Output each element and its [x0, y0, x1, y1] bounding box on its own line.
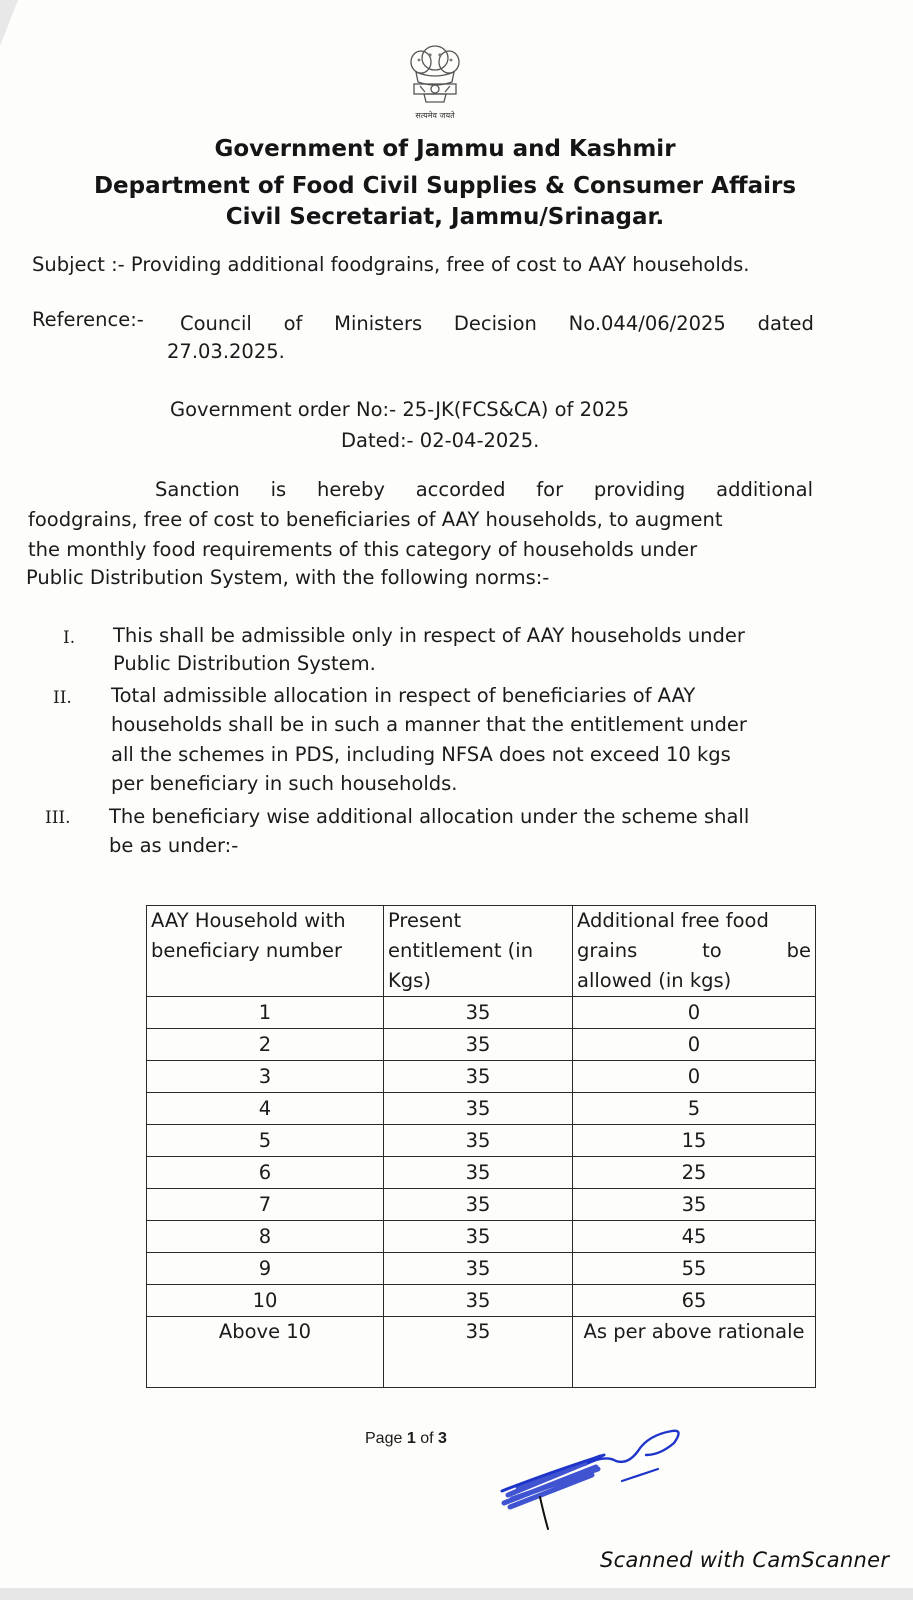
header-additional-line — [577, 936, 811, 966]
cell-additional: 65 — [573, 1285, 816, 1317]
norm-2-line-1: Total admissible allocation in respect of beneficiaries of AAY — [111, 684, 696, 707]
reference-line — [180, 312, 814, 335]
cell-additional: 25 — [573, 1157, 816, 1189]
norm-1-line-1: This shall be admissible only in respect of AAY households under — [113, 624, 745, 647]
page-current: 1 — [406, 1430, 416, 1447]
body-line-1 — [155, 478, 813, 501]
signature-image — [488, 1425, 698, 1540]
cell-present: 35 — [384, 1061, 573, 1093]
order-number: Government order No:- 25-JK(FCS&CA) of 2025 — [170, 398, 630, 421]
table-row — [147, 1093, 816, 1125]
cell-household: Above 10 — [147, 1317, 384, 1388]
cell-present: 35 — [384, 997, 573, 1029]
table-header-row — [147, 906, 816, 997]
table-row — [147, 1285, 816, 1317]
header-additional-word: to — [702, 939, 722, 962]
body-word: additional — [716, 478, 813, 501]
norm-2-line-4: per beneficiary in such households. — [111, 772, 458, 795]
reference-date: 27.03.2025. — [167, 340, 285, 363]
header-additional-line: allowed (in kgs) — [577, 969, 732, 992]
header-present — [384, 906, 573, 997]
header-additional-word: grains — [577, 939, 638, 962]
header-present-line: entitlement (in — [388, 939, 534, 962]
cell-household: 2 — [147, 1029, 384, 1061]
cell-present: 35 — [384, 1029, 573, 1061]
header-household — [147, 906, 384, 997]
cell-present: 35 — [384, 1221, 573, 1253]
header-household-line: beneficiary number — [151, 939, 342, 962]
header-additional-word: be — [786, 939, 811, 962]
norm-numeral-2: II. — [53, 688, 72, 708]
bottom-edge — [0, 1588, 913, 1600]
cell-additional: 0 — [573, 997, 816, 1029]
emblem-motto: सत्यमेव जयते — [415, 111, 455, 120]
body-line-4: Public Distribution System, with the following norms:- — [26, 566, 550, 589]
reference-word: Ministers — [334, 312, 423, 335]
reference-word: Council — [180, 312, 252, 335]
body-word: accorded — [415, 478, 506, 501]
reference-word: of — [283, 312, 303, 335]
body-word: hereby — [317, 478, 385, 501]
header-department: Department of Food Civil Supplies & Consumer Affairs — [93, 173, 797, 199]
table-row — [147, 1029, 816, 1061]
cell-present: 35 — [384, 1125, 573, 1157]
cell-additional: 45 — [573, 1221, 816, 1253]
table-row — [147, 1157, 816, 1189]
cell-additional: As per above rationale — [573, 1317, 816, 1388]
cell-additional: 5 — [573, 1093, 816, 1125]
cell-present: 35 — [384, 1093, 573, 1125]
order-date: Dated:- 02-04-2025. — [341, 429, 540, 452]
cell-additional: 15 — [573, 1125, 816, 1157]
cell-present: 35 — [384, 1253, 573, 1285]
cell-household: 1 — [147, 997, 384, 1029]
page-total: 3 — [437, 1430, 447, 1447]
cell-household: 10 — [147, 1285, 384, 1317]
body-word: for — [536, 478, 564, 501]
table-row — [147, 1221, 816, 1253]
cell-present: 35 — [384, 1317, 573, 1388]
page-label: Page — [365, 1430, 403, 1447]
body-word: is — [270, 478, 287, 501]
reference-word: No.044/06/2025 — [568, 312, 726, 335]
norm-3-line-1: The beneficiary wise additional allocation under the scheme shall — [109, 805, 750, 828]
table-row — [147, 1189, 816, 1221]
national-emblem — [394, 36, 476, 124]
reference-word: Decision — [453, 312, 537, 335]
cell-present: 35 — [384, 1157, 573, 1189]
cell-additional: 0 — [573, 1061, 816, 1093]
page-number — [365, 1430, 447, 1448]
table-row — [147, 997, 816, 1029]
header-household-line: AAY Household with — [151, 909, 346, 932]
norm-2-line-3: all the schemes in PDS, including NFSA does not exceed 10 kgs — [111, 743, 731, 766]
header-present-line: Present — [388, 909, 462, 932]
allocation-table — [146, 905, 816, 1388]
cell-present: 35 — [384, 1189, 573, 1221]
body-line-2: foodgrains, free of cost to beneficiaries of AAY households, to augment — [28, 508, 723, 531]
header-additional — [573, 906, 816, 997]
header-government: Government of Jammu and Kashmir — [214, 136, 676, 162]
header-secretariat: Civil Secretariat, Jammu/Srinagar. — [225, 204, 665, 230]
page-of: of — [420, 1430, 434, 1447]
cell-household: 3 — [147, 1061, 384, 1093]
body-line-3: the monthly food requirements of this category of households under — [28, 538, 698, 561]
subject-line — [32, 253, 750, 276]
cell-household: 9 — [147, 1253, 384, 1285]
cell-household: 8 — [147, 1221, 384, 1253]
norm-numeral-3: III. — [45, 808, 71, 828]
table-row — [147, 1317, 816, 1388]
cell-household: 6 — [147, 1157, 384, 1189]
reference-word: dated — [757, 312, 814, 335]
cell-household: 5 — [147, 1125, 384, 1157]
cell-additional: 35 — [573, 1189, 816, 1221]
cell-additional: 0 — [573, 1029, 816, 1061]
cell-additional: 55 — [573, 1253, 816, 1285]
reference-label: Reference:- — [32, 308, 144, 331]
national-emblem-icon — [394, 36, 476, 112]
subject-label: Subject :- — [32, 253, 125, 276]
page-corner-shadow — [0, 0, 18, 46]
subject-text: Providing additional foodgrains, free of cost to AAY households. — [130, 253, 750, 276]
norm-1-line-2: Public Distribution System. — [113, 652, 376, 675]
norm-3-line-2: be as under:- — [109, 834, 239, 857]
body-word: Sanction — [155, 478, 240, 501]
table-row — [147, 1061, 816, 1093]
header-present-line: Kgs) — [388, 969, 431, 992]
table-row — [147, 1125, 816, 1157]
cell-household: 4 — [147, 1093, 384, 1125]
camscanner-watermark: Scanned with CamScanner — [600, 1548, 890, 1572]
table-row — [147, 1253, 816, 1285]
norm-2-line-2: households shall be in such a manner that the entitlement under — [111, 713, 747, 736]
body-word: providing — [593, 478, 686, 501]
header-additional-line: Additional free food — [577, 909, 769, 932]
cell-household: 7 — [147, 1189, 384, 1221]
norm-numeral-1: I. — [63, 628, 76, 648]
cell-present: 35 — [384, 1285, 573, 1317]
